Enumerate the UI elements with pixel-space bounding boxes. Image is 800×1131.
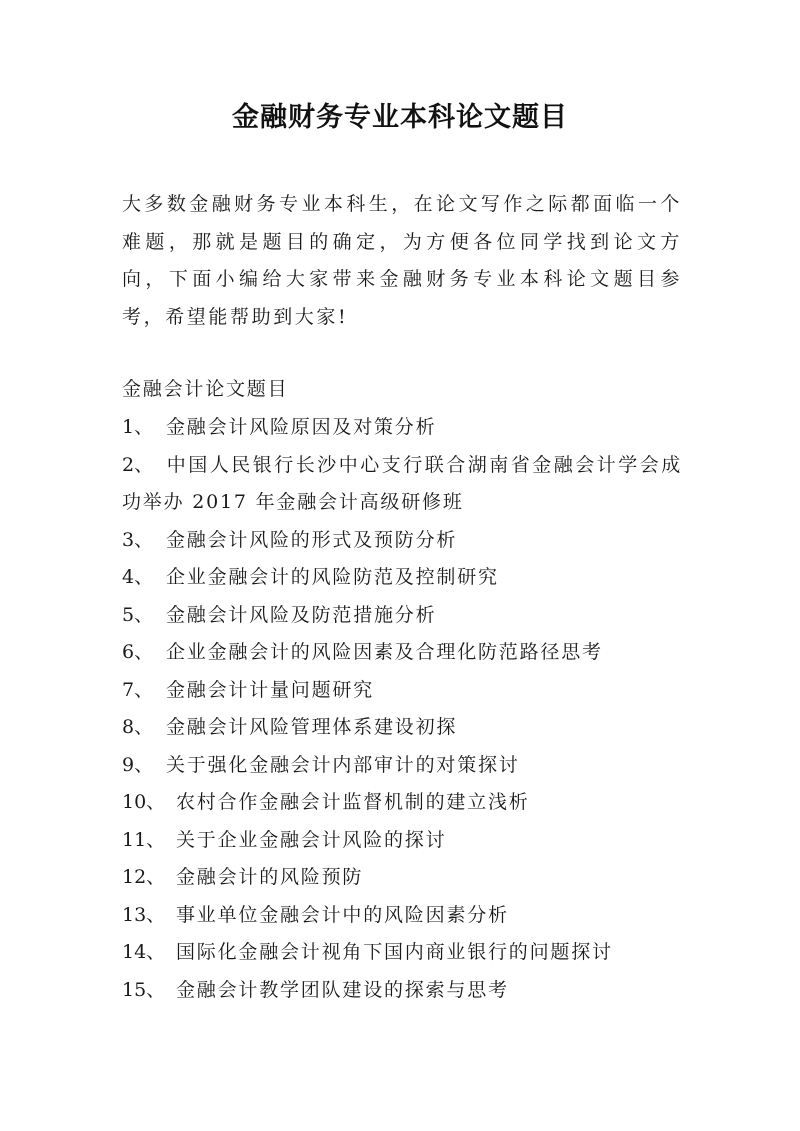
- item-text: 金融会计教学团队建设的探索与思考: [176, 978, 509, 1001]
- item-number: 1、: [122, 416, 154, 438]
- list-item: [122, 447, 682, 522]
- item-number: 6、: [122, 641, 154, 663]
- list-item: [122, 634, 682, 672]
- list-item: [122, 672, 682, 710]
- list-item: [122, 559, 682, 597]
- item-number: 10、: [122, 791, 166, 813]
- list-item: [122, 709, 682, 747]
- item-number: 5、: [122, 603, 154, 626]
- item-number: 12、: [122, 866, 166, 888]
- topic-list: [122, 409, 682, 1009]
- section-heading: 金融会计论文题目: [122, 378, 289, 400]
- item-text: 中国人民银行长沙中心支行联合湖南省金融会计学会成功举办 2017 年金融会计高级研修班: [122, 453, 682, 513]
- list-item: [122, 972, 682, 1010]
- list-item: [122, 934, 682, 972]
- list-item: [122, 522, 682, 560]
- item-text: 企业金融会计的风险防范及控制研究: [166, 566, 499, 588]
- item-number: 4、: [122, 566, 154, 588]
- item-text: 关于强化金融会计内部审计的对策探讨: [166, 753, 520, 776]
- item-text: 金融会计风险原因及对策分析: [166, 416, 437, 438]
- item-text: 国际化金融会计视角下国内商业银行的问题探讨: [176, 941, 613, 963]
- item-number: 2、: [122, 453, 154, 476]
- item-number: 7、: [122, 678, 154, 701]
- item-text: 金融会计风险的形式及预防分析: [166, 528, 458, 551]
- item-number: 8、: [122, 716, 154, 738]
- item-number: 11、: [122, 828, 166, 851]
- list-item: [122, 747, 682, 785]
- list-item: [122, 409, 682, 447]
- item-text: 金融会计风险及防范措施分析: [166, 603, 437, 626]
- item-text: 金融会计计量问题研究: [166, 678, 375, 701]
- item-text: 金融会计风险管理体系建设初探: [166, 716, 458, 738]
- item-number: 3、: [122, 528, 154, 551]
- intro-paragraph: 大多数金融财务专业本科生，在论文写作之际都面临一个难题，那就是题目的确定，为方便各位同学找到论文方向，下面小编给大家带来金融财务专业本科论文题目参考，希望能帮助到大家!: [122, 193, 682, 328]
- item-number: 14、: [122, 941, 166, 963]
- item-number: 13、: [122, 903, 166, 926]
- item-number: 15、: [122, 978, 166, 1001]
- item-text: 金融会计的风险预防: [176, 866, 364, 888]
- list-item: [122, 597, 682, 635]
- item-number: 9、: [122, 753, 154, 776]
- page-title: 金融财务专业本科论文题目: [232, 102, 568, 133]
- item-text: 农村合作金融会计监督机制的建立浅析: [176, 791, 530, 813]
- list-item: [122, 859, 682, 897]
- list-item: [122, 822, 682, 860]
- item-text: 关于企业金融会计风险的探讨: [176, 828, 447, 851]
- list-item: [122, 897, 682, 935]
- list-item: [122, 784, 682, 822]
- item-text: 事业单位金融会计中的风险因素分析: [176, 903, 509, 926]
- item-text: 企业金融会计的风险因素及合理化防范路径思考: [166, 641, 603, 663]
